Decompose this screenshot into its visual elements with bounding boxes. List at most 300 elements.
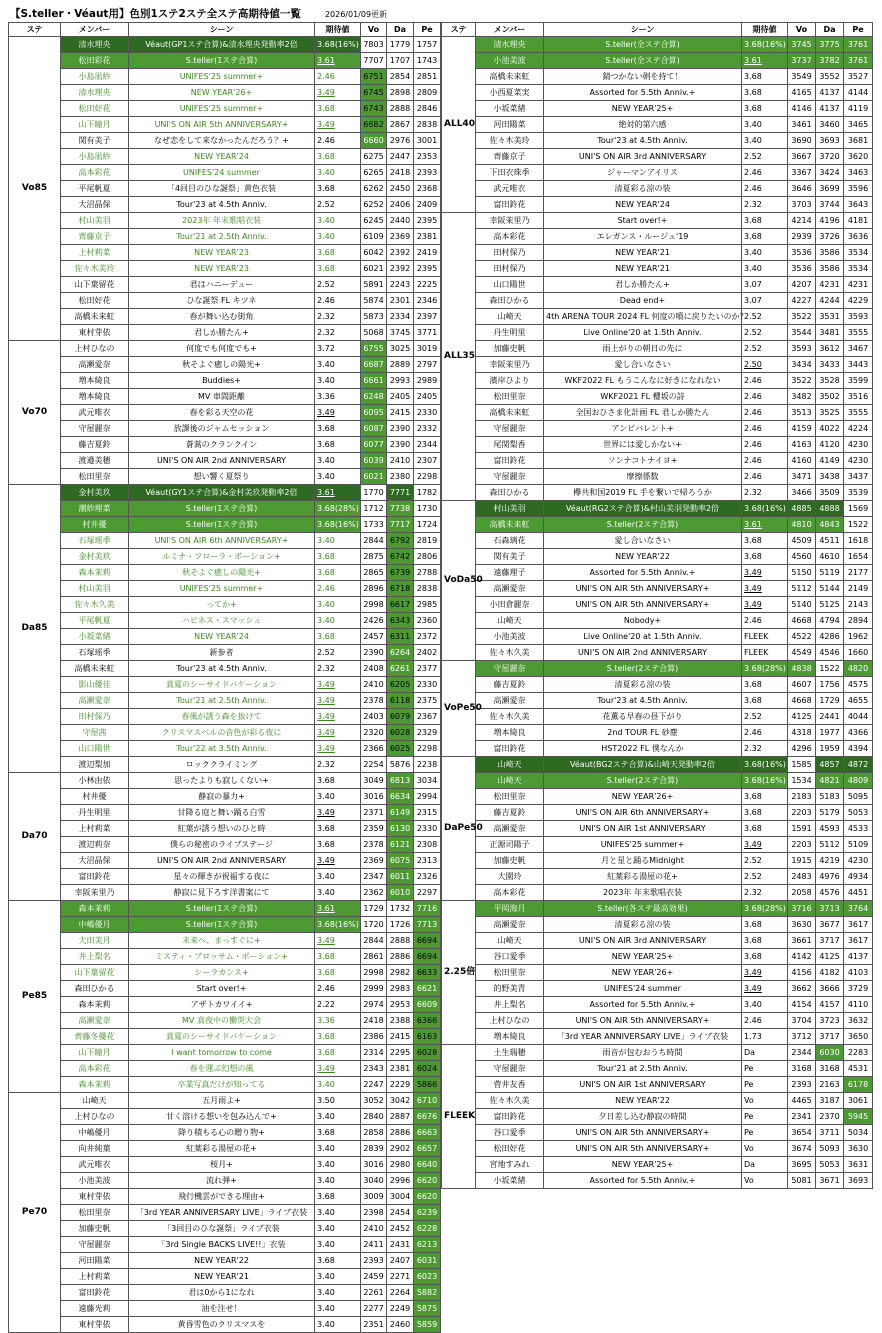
pe-cell: 1660 [844, 645, 873, 661]
vo-cell: 4607 [788, 677, 816, 693]
table-row [442, 437, 873, 453]
table-row [9, 133, 441, 149]
pe-cell: 4394 [844, 741, 873, 757]
expected-value-cell: 3.68 [315, 821, 361, 837]
table-row [9, 885, 441, 901]
member-cell: 松田里奈 [476, 965, 544, 981]
member-cell: 影山優佳 [61, 677, 129, 693]
expected-value-cell: 2.50 [742, 357, 788, 373]
vo-cell: 2247 [361, 1077, 387, 1093]
member-cell: 土生瑞穂 [476, 1045, 544, 1061]
member-cell: 守屋麗奈 [476, 661, 544, 677]
table-row [442, 965, 873, 981]
da-cell: 3782 [816, 53, 844, 69]
expected-value-cell: 2.46 [315, 133, 361, 149]
vo-cell: 6021 [361, 469, 387, 485]
col-da: Da [816, 23, 844, 37]
vo-cell: 3662 [788, 981, 816, 997]
da-cell: 3586 [816, 261, 844, 277]
scene-cell: 「3rd YEAR ANNIVERSARY LIVE」ライブ衣装 [544, 1029, 742, 1045]
expected-value-cell: 3.68 [315, 149, 361, 165]
table-row [442, 549, 873, 565]
expected-value-cell: 3.68 [315, 1189, 361, 1205]
da-cell: 3726 [816, 229, 844, 245]
expected-value-cell: 3.61 [315, 901, 361, 917]
vo-cell: 2403 [361, 709, 387, 725]
expected-value-cell: 3.49 [742, 965, 788, 981]
scene-cell: NEW YEAR'21 [129, 1269, 315, 1285]
member-cell: 高瀬愛奈 [61, 1013, 129, 1029]
table-row [9, 981, 441, 997]
member-cell: 高橋未来虹 [61, 309, 129, 325]
member-cell: 森田ひかる [61, 981, 129, 997]
da-cell: 4149 [816, 453, 844, 469]
col-scene: シーン [129, 23, 315, 37]
table-row [442, 213, 873, 229]
pe-cell: 1962 [844, 629, 873, 645]
member-cell: 高橋未来虹 [476, 69, 544, 85]
vo-cell: 1915 [788, 853, 816, 869]
member-cell: 富田鈴花 [476, 741, 544, 757]
expected-value-cell: 3.40 [742, 133, 788, 149]
member-cell: 高本彩花 [476, 885, 544, 901]
vo-cell: 2366 [361, 741, 387, 757]
pe-cell: 2368 [414, 181, 441, 197]
member-cell: 山崎天 [476, 933, 544, 949]
member-cell: 幸阪茉里乃 [61, 885, 129, 901]
scene-cell: 僕らの秘密のライブステージ [129, 837, 315, 853]
pe-cell: 2402 [414, 645, 441, 661]
pe-cell: 3761 [844, 37, 873, 53]
vo-cell: 4146 [788, 101, 816, 117]
pe-cell: 6620 [414, 1189, 441, 1205]
pe-cell: 3636 [844, 229, 873, 245]
table-row [9, 917, 441, 933]
expected-value-cell: 2.46 [315, 69, 361, 85]
member-cell: 小池美波 [476, 53, 544, 69]
scene-cell: 油を注せ！ [129, 1301, 315, 1317]
scene-cell: 絶対的第六感 [544, 117, 742, 133]
scene-cell: 2023年 年末歌唱衣装 [129, 213, 315, 229]
vo-cell: 2393 [788, 1077, 816, 1093]
stage-group-label: DaPe50 [442, 757, 476, 901]
vo-cell: 4560 [788, 549, 816, 565]
vo-cell: 3716 [788, 901, 816, 917]
vo-cell: 2410 [361, 677, 387, 693]
member-cell: 加藤史帆 [476, 853, 544, 869]
da-cell: 3025 [387, 341, 414, 357]
vo-cell: 5873 [361, 309, 387, 325]
vo-cell: 4142 [788, 949, 816, 965]
expected-value-cell: 2.46 [742, 389, 788, 405]
table-row [9, 1285, 441, 1301]
expected-value-cell: 3.40 [315, 1221, 361, 1237]
expected-value-cell: 3.40 [315, 613, 361, 629]
da-cell: 2388 [387, 1013, 414, 1029]
table-row [9, 1253, 441, 1269]
da-cell: 3720 [816, 149, 844, 165]
vo-cell: 2371 [361, 805, 387, 821]
table-row [9, 901, 441, 917]
vo-cell: 4163 [788, 437, 816, 453]
table-row [9, 1045, 441, 1061]
da-cell: 2993 [387, 373, 414, 389]
table-row [9, 1301, 441, 1317]
col-pe: Pe [844, 23, 873, 37]
scene-cell: 蒼蒿のクランクイン [129, 437, 315, 453]
vo-cell: 3052 [361, 1093, 387, 1109]
pe-cell: 2283 [844, 1045, 873, 1061]
scene-cell: 「3回目のひな誕祭」ライブ衣装 [129, 1221, 315, 1237]
expected-value-cell: 3.49 [742, 837, 788, 853]
scene-cell: 春を彩る天空の花 [129, 405, 315, 421]
da-cell: 2454 [387, 1205, 414, 1221]
member-cell: 守屋麗奈 [476, 1061, 544, 1077]
expected-value-cell: 3.40 [315, 1077, 361, 1093]
update-date: 2026/01/09更新 [324, 10, 388, 19]
expected-value-cell: 3.68(28%) [315, 501, 361, 517]
da-cell: 5112 [816, 837, 844, 853]
table-row [442, 341, 873, 357]
table-row [9, 517, 441, 533]
pe-cell: 2298 [414, 741, 441, 757]
pe-cell: 2177 [844, 565, 873, 581]
scene-cell: Start over!+ [544, 213, 742, 229]
scene-cell: NEW YEAR'24 [129, 149, 315, 165]
table-row [442, 85, 873, 101]
da-cell: 2415 [387, 405, 414, 421]
da-cell: 3612 [816, 341, 844, 357]
member-cell: 濱岸ひより [476, 373, 544, 389]
expected-value-cell: 3.61 [315, 53, 361, 69]
expected-value-cell: 2.32 [742, 485, 788, 501]
scene-cell: UNI'S ON AIR 5th ANNIVERSARY+ [544, 581, 742, 597]
table-row [9, 437, 441, 453]
member-cell: 幸阪茉里乃 [476, 213, 544, 229]
member-cell: 上村莉菜 [61, 1269, 129, 1285]
vo-cell: 3737 [788, 53, 816, 69]
da-cell: 2452 [387, 1221, 414, 1237]
table-row [9, 213, 441, 229]
pe-cell: 2297 [414, 885, 441, 901]
expected-value-cell: 3.68(28%) [742, 901, 788, 917]
vo-cell: 6262 [361, 181, 387, 197]
vo-cell: 1733 [361, 517, 387, 533]
vo-cell: 2998 [361, 597, 387, 613]
expected-value-cell: 3.49 [315, 117, 361, 133]
expected-value-cell: 3.40 [315, 1141, 361, 1157]
scene-cell: UNI'S ON AIR 2nd ANNIVERSARY [544, 645, 742, 661]
pe-cell: 3681 [844, 133, 873, 149]
scene-cell: 飛行機雲ができる理由+ [129, 1189, 315, 1205]
da-cell: 2295 [387, 1045, 414, 1061]
member-cell: 森田ひかる [476, 485, 544, 501]
table-row [9, 773, 441, 789]
scene-cell: エレガンス・ルージュ'19 [544, 229, 742, 245]
member-cell: 関有美子 [476, 549, 544, 565]
expected-value-cell: 2.52 [315, 197, 361, 213]
pe-cell: 2332 [414, 421, 441, 437]
expected-value-cell: 3.40 [315, 1317, 361, 1333]
page-header [10, 6, 387, 22]
table-row [442, 901, 873, 917]
member-cell: 清水理央 [61, 85, 129, 101]
scene-cell: S.teller(全ステ合算) [544, 37, 742, 53]
expected-value-cell: 3.68 [742, 213, 788, 229]
member-cell: 富田鈴花 [476, 1109, 544, 1125]
expected-value-cell: 3.68(16%) [742, 757, 788, 773]
member-cell: 高瀬愛奈 [61, 693, 129, 709]
expected-value-cell: 3.36 [315, 1013, 361, 1029]
scene-cell: UNI'S ON AIR 3rd ANNIVERSARY [544, 933, 742, 949]
member-cell: 山下瞳月 [61, 117, 129, 133]
da-cell: 3528 [816, 373, 844, 389]
vo-cell: 2840 [361, 1109, 387, 1125]
member-cell: 大沼晶保 [61, 197, 129, 213]
da-cell: 4137 [816, 101, 844, 117]
member-cell: 高橋未来虹 [476, 517, 544, 533]
da-cell: 2902 [387, 1141, 414, 1157]
table-row [442, 245, 873, 261]
table-row [442, 1061, 873, 1077]
table-row [442, 149, 873, 165]
pe-cell: 3729 [844, 981, 873, 997]
vo-cell: 2426 [361, 613, 387, 629]
scene-cell: 清夏彩る涼の装 [544, 677, 742, 693]
scene-cell: UNIFES'25 summer+ [129, 581, 315, 597]
member-cell: 小坂菜緒 [476, 1173, 544, 1189]
pe-cell: 5875 [414, 1301, 441, 1317]
vo-cell: 2277 [361, 1301, 387, 1317]
vo-cell: 2865 [361, 565, 387, 581]
vo-cell: 3646 [788, 181, 816, 197]
vo-cell: 5068 [361, 325, 387, 341]
da-cell: 3552 [816, 69, 844, 85]
stage-group-label: VoPe50 [442, 661, 476, 757]
pe-cell: 2372 [414, 629, 441, 645]
table-row [9, 997, 441, 1013]
member-cell: 丹生明里 [476, 325, 544, 341]
scene-cell: Dead end+ [544, 293, 742, 309]
da-cell: 4843 [816, 517, 844, 533]
expected-value-cell: FLEEK [742, 629, 788, 645]
vo-cell: 6087 [361, 421, 387, 437]
pe-cell: 3534 [844, 261, 873, 277]
da-cell: 3187 [816, 1093, 844, 1109]
member-cell: 松田好花 [61, 101, 129, 117]
member-cell: 松田彩花 [61, 53, 129, 69]
table-row [9, 101, 441, 117]
expected-value-cell: 3.50 [315, 1093, 361, 1109]
pe-cell: 2329 [414, 725, 441, 741]
member-cell: 東村芽依 [61, 1189, 129, 1205]
scene-cell: 想い響く夏祭り [129, 469, 315, 485]
pe-cell: 3617 [844, 917, 873, 933]
table-row [442, 773, 873, 789]
member-cell: 高本彩花 [61, 165, 129, 181]
pe-cell: 3527 [844, 69, 873, 85]
da-cell: 1959 [816, 741, 844, 757]
da-cell: 6311 [387, 629, 414, 645]
member-cell: 佐々木久美 [61, 597, 129, 613]
member-cell: 田村保乃 [476, 261, 544, 277]
vo-cell: 3016 [361, 789, 387, 805]
pe-cell: 4872 [844, 757, 873, 773]
scene-cell: NEW YEAR'22 [129, 1253, 315, 1269]
pe-cell: 4809 [844, 773, 873, 789]
vo-cell: 6248 [361, 389, 387, 405]
member-cell: 佐々木久美 [476, 1093, 544, 1109]
expected-value-cell: 3.49 [315, 1061, 361, 1077]
member-cell: 小坂菜緒 [476, 101, 544, 117]
da-cell: 2406 [387, 197, 414, 213]
da-cell: 6792 [387, 533, 414, 549]
da-cell: 2390 [387, 437, 414, 453]
stage-group-label: Pe85 [9, 901, 61, 1093]
member-cell: 小島凪紗 [61, 69, 129, 85]
vo-cell: 4885 [788, 501, 816, 517]
expected-value-cell: 3.40 [315, 469, 361, 485]
da-cell: 6149 [387, 805, 414, 821]
member-cell: 村井優 [61, 789, 129, 805]
vo-cell: 3661 [788, 933, 816, 949]
scene-cell: アンビバレント+ [544, 421, 742, 437]
vo-cell: 2858 [361, 1125, 387, 1141]
expected-value-cell: 2.46 [742, 613, 788, 629]
member-cell: 増本綺良 [476, 725, 544, 741]
table-row [9, 1189, 441, 1205]
scene-cell: S.teller(2ステ合算) [544, 661, 742, 677]
da-cell: 4794 [816, 613, 844, 629]
pe-cell: 2308 [414, 837, 441, 853]
expected-value-cell: FLEEK [742, 645, 788, 661]
scene-cell: 思ったよりも寂しくない+ [129, 773, 315, 789]
pe-cell: 2397 [414, 309, 441, 325]
table-row [9, 645, 441, 661]
vo-cell: 2378 [361, 693, 387, 709]
scene-cell: UNI'S ON AIR 1st ANNIVERSARY [544, 1077, 742, 1093]
scene-cell: Véaut(GP1ステ合算)&清水理央発動率2倍 [129, 37, 315, 53]
scene-cell: Live Online'20 at 1.5th Anniv. [544, 629, 742, 645]
scene-cell: S.teller(各ステ最高効果) [544, 901, 742, 917]
vo-cell: 2418 [361, 1013, 387, 1029]
da-cell: 2886 [387, 949, 414, 965]
member-cell: 石森璃花 [476, 533, 544, 549]
pe-cell: 3534 [844, 245, 873, 261]
stage-group-label: Vo85 [9, 37, 61, 341]
scene-cell: 甘降る庭と舞い踊る白雪 [129, 805, 315, 821]
vo-cell: 6661 [361, 373, 387, 389]
vo-cell: 2998 [361, 965, 387, 981]
expected-value-cell: 3.40 [315, 1205, 361, 1221]
vo-cell: 3703 [788, 197, 816, 213]
expected-value-cell: 3.68 [315, 1253, 361, 1269]
pe-cell: 3631 [844, 1157, 873, 1173]
da-cell: 2867 [387, 117, 414, 133]
col-member: メンバー [61, 23, 129, 37]
expected-value-cell: 3.49 [742, 981, 788, 997]
pe-cell: 4230 [844, 453, 873, 469]
da-cell: 6617 [387, 597, 414, 613]
vo-cell: 2254 [361, 757, 387, 773]
expected-value-cell: 3.68(16%) [315, 37, 361, 53]
da-cell: 5119 [816, 565, 844, 581]
scene-cell: Live Online'20 at 1.5th Anniv. [544, 325, 742, 341]
scene-cell: Véaut(BG2ステ合算)&山崎天発動率2倍 [544, 757, 742, 773]
vo-cell: 1534 [788, 773, 816, 789]
scene-cell: 摩擦係数 [544, 469, 742, 485]
table-row [442, 981, 873, 997]
scene-cell: UNIFES'24 summer [129, 165, 315, 181]
scene-cell: なぜ恋をして来なかったんだろう？+ [129, 133, 315, 149]
da-cell: 6264 [387, 645, 414, 661]
pe-cell: 4224 [844, 421, 873, 437]
pe-cell: 2395 [414, 261, 441, 277]
expected-value-cell: 3.72 [315, 341, 361, 357]
scene-cell: 夕日差し込む静寂の時間 [544, 1109, 742, 1125]
pe-cell: 2298 [414, 469, 441, 485]
da-cell: 5144 [816, 581, 844, 597]
table-row [442, 581, 873, 597]
vo-cell: 1720 [361, 917, 387, 933]
da-cell: 3666 [816, 981, 844, 997]
da-cell: 5183 [816, 789, 844, 805]
expected-value-cell: 3.40 [315, 533, 361, 549]
vo-cell: 3544 [788, 325, 816, 341]
da-cell: 2450 [387, 181, 414, 197]
table-row [442, 229, 873, 245]
vo-cell: 2861 [361, 949, 387, 965]
da-cell: 2996 [387, 1173, 414, 1189]
stage-group-label: ALL40 [442, 37, 476, 213]
da-cell: 7771 [387, 485, 414, 501]
table-row [9, 725, 441, 741]
table-row [442, 949, 873, 965]
vo-cell: 3040 [361, 1173, 387, 1189]
da-cell: 6030 [816, 1045, 844, 1061]
pe-cell: 3555 [844, 405, 873, 421]
pe-cell: 2381 [414, 229, 441, 245]
pe-cell: 2788 [414, 565, 441, 581]
scene-cell: ミスティ・ブロッサム・ポーション+ [129, 949, 315, 965]
vo-cell: 6687 [361, 357, 387, 373]
scene-cell: 流れ弾+ [129, 1173, 315, 1189]
table-row [442, 709, 873, 725]
pe-cell: 6366 [414, 1013, 441, 1029]
member-cell: 中嶋優月 [61, 1125, 129, 1141]
vo-cell: 6275 [361, 149, 387, 165]
scene-cell: 2023年 年末歌唱衣装 [544, 885, 742, 901]
pe-cell: 6178 [844, 1077, 873, 1093]
member-cell: 加藤史帆 [61, 1221, 129, 1237]
table-row [442, 1125, 873, 1141]
vo-cell: 6077 [361, 437, 387, 453]
pe-cell: 3596 [844, 181, 873, 197]
col-da: Da [387, 23, 414, 37]
member-cell: 山崎天 [476, 309, 544, 325]
scene-cell: UNI'S ON AIR 5th ANNIVERSARY+ [129, 117, 315, 133]
table-row [9, 1317, 441, 1333]
vo-cell: 3536 [788, 245, 816, 261]
scene-cell: MV 真夜中の慟哭大会 [129, 1013, 315, 1029]
vo-cell: 1585 [788, 757, 816, 773]
pe-cell: 2360 [414, 613, 441, 629]
scene-cell: WKF2021 FL 櫻坂の詩 [544, 389, 742, 405]
expected-value-cell: Pe [742, 1125, 788, 1141]
vo-cell: 2408 [361, 661, 387, 677]
pe-cell: 3463 [844, 165, 873, 181]
pe-cell: 3771 [414, 325, 441, 341]
